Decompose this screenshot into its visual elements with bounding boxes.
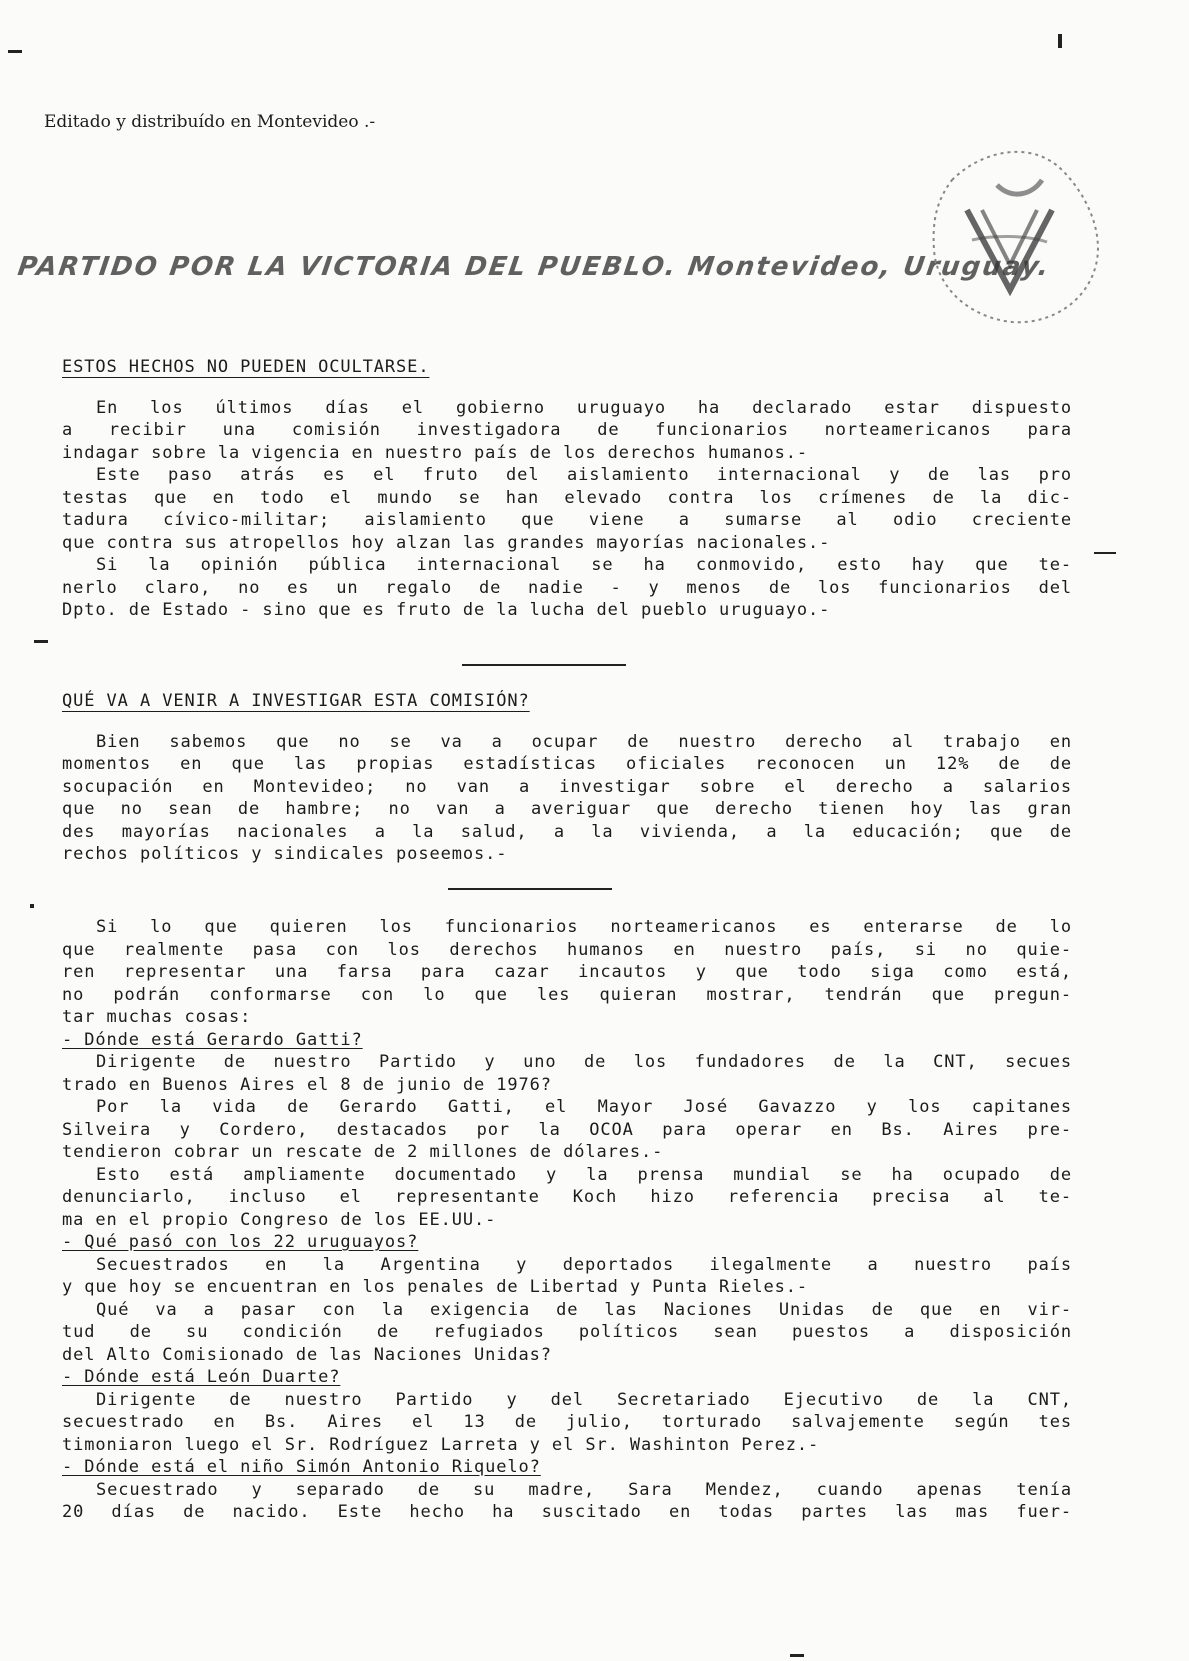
paragraph-line: ren representar una farsa para cazar incautos y que todo siga como está,: [62, 962, 1072, 982]
paragraph-line: timoniaron luego el Sr. Rodríguez Larreta y el Sr. Washinton Perez.-: [62, 1434, 820, 1455]
paragraph-line: tadura cívico-militar; aislamiento que viene a sumarse al odio creciente: [62, 510, 1072, 530]
paragraph-line: y que hoy se encuentran en los penales de Libertad y Punta Rieles.-: [62, 1277, 809, 1297]
paragraph-line: que contra sus atropellos hoy alzan las grandes mayorías nacionales.-: [62, 532, 831, 553]
margin-arrow: [34, 640, 48, 643]
paragraph-line: tar muchas cosas:: [62, 1007, 252, 1027]
section-divider: [448, 888, 612, 890]
paragraph-line: Por la vida de Gerardo Gatti, el Mayor José Gavazzo y los capitanes: [96, 1097, 1072, 1117]
paragraph-line: ma en el propio Congreso de los EE.UU.-: [62, 1209, 497, 1230]
paragraph-line: socupación en Montevideo; no van a investigar sobre el derecho a salarios: [62, 776, 1072, 797]
paragraph-line: Secuestrados en la Argentina y deportados ilegalmente a nuestro país: [96, 1254, 1072, 1275]
paragraph-line: Esto está ampliamente documentado y la prensa mundial se ha ocupado de: [96, 1164, 1072, 1185]
paragraph-line: denunciarlo, incluso el representante Koch hizo referencia precisa al te-: [62, 1187, 1072, 1207]
margin-dash: [1094, 552, 1116, 554]
paragraph-line: Silveira y Cordero, destacados por la OCOA para operar en Bs. Aires pre-: [62, 1119, 1072, 1140]
section-heading: QUÉ VA A VENIR A INVESTIGAR ESTA COMISIÓN?: [62, 691, 530, 711]
paragraph-line: Bien sabemos que no se va a ocupar de nuestro derecho al trabajo en: [96, 731, 1072, 752]
paragraph-line: del Alto Comisionado de las Naciones Unidas?: [62, 1344, 552, 1365]
paragraph-line: Este paso atrás es el fruto del aislamiento internacional y de las pro: [96, 465, 1072, 485]
paragraph-line: tud de su condición de refugiados políticos sean puestos a disposición: [62, 1322, 1072, 1342]
question-heading: - Dónde está León Duarte?: [62, 1367, 341, 1387]
question-heading: - Dónde está Gerardo Gatti?: [62, 1029, 363, 1050]
section-divider: [462, 664, 626, 666]
paragraph-line: Dirigente de nuestro Partido y uno de los fundadores de la CNT, secues: [96, 1052, 1072, 1072]
paragraph-line: En los últimos días el gobierno uruguayo ha declarado estar dispuesto: [96, 397, 1072, 418]
question-heading: - Qué pasó con los 22 uruguayos?: [62, 1232, 419, 1252]
party-stamp: PARTIDO POR LA VICTORIA DEL PUEBLO. Montevideo, Uruguay.: [15, 252, 1053, 282]
scan-mark: [790, 1654, 804, 1657]
paragraph-line: secuestrado en Bs. Aires el 13 de julio, torturado salvajemente según tes: [62, 1412, 1072, 1432]
margin-dot: [30, 904, 34, 908]
section-1: [62, 356, 1072, 622]
question-heading: - Dónde está el niño Simón Antonio Riquelo?: [62, 1457, 541, 1477]
paragraph-line: que realmente pasa con los derechos humanos en nuestro país, si no quie-: [62, 939, 1072, 960]
paragraph-line: a recibir una comisión investigadora de funcionarios norteamericanos para: [62, 420, 1072, 440]
paragraph-line: 20 días de nacido. Este hecho ha suscitado en todas partes las mas fuer-: [62, 1502, 1072, 1522]
paragraph-line: momentos en que las propias estadísticas oficiales reconocen un 12% de de: [62, 754, 1072, 774]
paragraph-line: nerlo claro, no es un regalo de nadie - y menos de los funcionarios del: [62, 577, 1072, 598]
paragraph-line: Qué va a pasar con la exigencia de las Naciones Unidas de que en vir-: [96, 1299, 1072, 1320]
edited-line: Editado y distribuído en Montevideo .-: [44, 112, 376, 132]
paragraph-line: Secuestrado y separado de su madre, Sara Mendez, cuando apenas tenía: [96, 1479, 1072, 1500]
scan-mark: [8, 50, 22, 53]
party-seal-icon: [912, 140, 1108, 330]
section-heading: ESTOS HECHOS NO PUEDEN OCULTARSE.: [62, 357, 430, 377]
section-2: [62, 690, 1072, 866]
section-3: [62, 916, 1072, 1524]
paragraph-line: Si lo que quieren los funcionarios norteamericanos es enterarse de lo: [96, 917, 1072, 937]
paragraph-line: Dpto. de Estado - sino que es fruto de la lucha del pueblo uruguayo.-: [62, 600, 831, 620]
paragraph-line: que no sean de hambre; no van a averiguar que derecho tienen hoy las gran: [62, 799, 1072, 819]
scan-mark: [1058, 34, 1062, 48]
paragraph-line: tendieron cobrar un rescate de 2 millones de dólares.-: [62, 1142, 664, 1162]
paragraph-line: rechos políticos y sindicales poseemos.-: [62, 844, 508, 864]
paragraph-line: Si la opinión pública internacional se ha conmovido, esto hay que te-: [96, 555, 1072, 575]
paragraph-line: trado en Buenos Aires el 8 de junio de 1976?: [62, 1074, 552, 1095]
paragraph-line: testas que en todo el mundo se han elevado contra los crímenes de la dic-: [62, 487, 1072, 508]
paragraph-line: no podrán conformarse con lo que les quieran mostrar, tendrán que pregun-: [62, 984, 1072, 1005]
paragraph-line: des mayorías nacionales a la salud, a la vivienda, a la educación; que de: [62, 821, 1072, 842]
paragraph-line: indagar sobre la vigencia en nuestro país de los derechos humanos.-: [62, 442, 809, 463]
paragraph-line: Dirigente de nuestro Partido y del Secretariado Ejecutivo de la CNT,: [96, 1389, 1072, 1410]
